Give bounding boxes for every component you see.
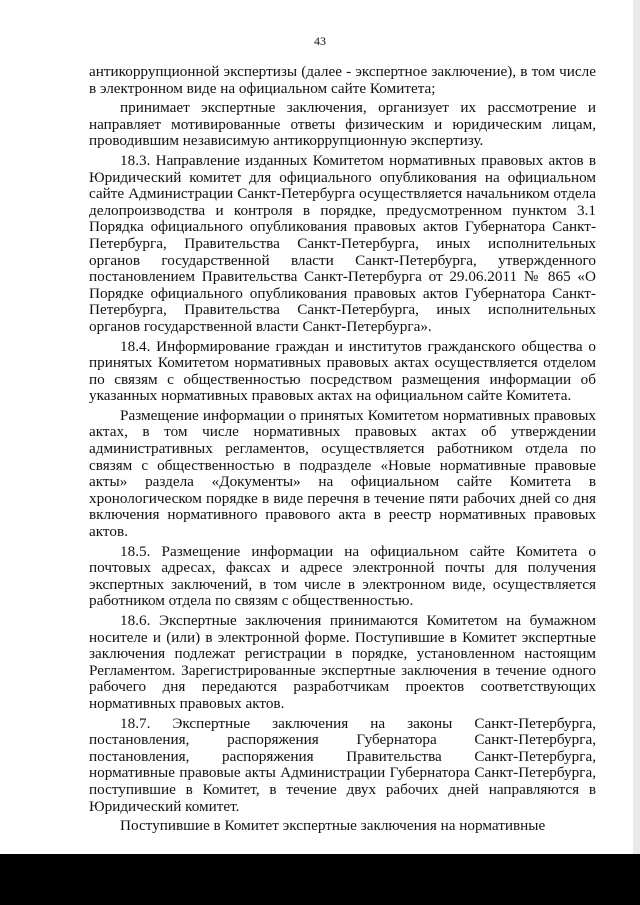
- page-number: 43: [314, 34, 326, 48]
- paragraph-18-6: 18.6. Экспертные заключения принимаются Комитетом на бумажном носителе и (или) в электронной форме. Поступившие в Комитет экспертные заключения подлежат регистрации в порядке, установленном настоящим Регламентом. Зарегистрированные экспертные заключения в течение одного рабочего дня передаются разработчикам проектов соответствующих нормативных правовых актов.: [89, 612, 596, 712]
- scan-edge-shadow: [633, 0, 640, 905]
- document-body: [89, 64, 596, 838]
- paragraph-18-4: 18.4. Информирование граждан и институтов гражданского общества о принятых Комитетом нормативных правовых актах осуществляется отделом по связям с общественностью посредством размещения информации об указанных нормативных правовых актах на официальном сайте Комитета.: [89, 337, 596, 405]
- paragraph-received-conclusions: Поступившие в Комитет экспертные заключения на нормативные: [120, 817, 546, 835]
- scan-bottom-border: [0, 854, 640, 905]
- paragraph-18-3: 18.3. Направление изданных Комитетом нормативных правовых актов в Юридический комитет для официального опубликования на официальном сайте Администрации Санкт-Петербурга осуществляется начальником отдела делопроизводства и контроля в порядке, предусмотренном пунктом 3.1 Порядка официального опубликования правовых актов Губернатора Санкт-Петербурга, Правительства Санкт-Петербурга, иных исполнительных органов государственной власти Санкт-Петербурга, утвержденного постановлением Правительства Санкт-Петербурга от 29.06.2011 № 865 «О Порядке официального опубликования правовых актов Губернатора Санкт-Петербурга, Правительства Санкт-Петербурга, иных исполнительных органов государственной власти Санкт-Петербурга».: [89, 151, 596, 335]
- paragraph-accepts-conclusions: принимает экспертные заключения, организует их рассмотрение и направляет мотивированные ответы физическим и юридическим лицам, проводившим независимую антикоррупционную экспертизу.: [89, 99, 596, 150]
- paragraph-18-5: 18.5. Размещение информации на официальном сайте Комитета о почтовых адресах, факсах и адресе электронной почты для получения экспертных заключений, в том числе в электронном виде, осуществляется работником отдела по связям с общественностью.: [89, 542, 596, 610]
- paragraph-expertise-continuation: антикоррупционной экспертизы (далее - экспертное заключение), в том числе в электронном виде на официальном сайте Комитета;: [89, 63, 596, 97]
- paragraph-18-7: 18.7. Экспертные заключения на законы Санкт-Петербурга, постановления, распоряжения Губернатора Санкт-Петербурга, постановления, распоряжения Правительства Санкт-Петербурга, нормативные правовые акты Администрации Губернатора Санкт-Петербурга, поступившие в Комитет, в течение двух рабочих дней направляются в Юридический комитет.: [89, 714, 596, 815]
- paragraph-posting-information: Размещение информации о принятых Комитетом нормативных правовых актах, в том числе нормативных правовых актах об утверждении административных регламентов, осуществляется работником отдела по связям с общественностью в подразделе «Новые нормативные правовые акты» раздела «Документы» на официальном сайте Комитета в хронологическом порядке в виде перечня в течение пяти рабочих дней со дня включения нормативного правового акта в реестр нормативных правовых актов.: [89, 406, 596, 541]
